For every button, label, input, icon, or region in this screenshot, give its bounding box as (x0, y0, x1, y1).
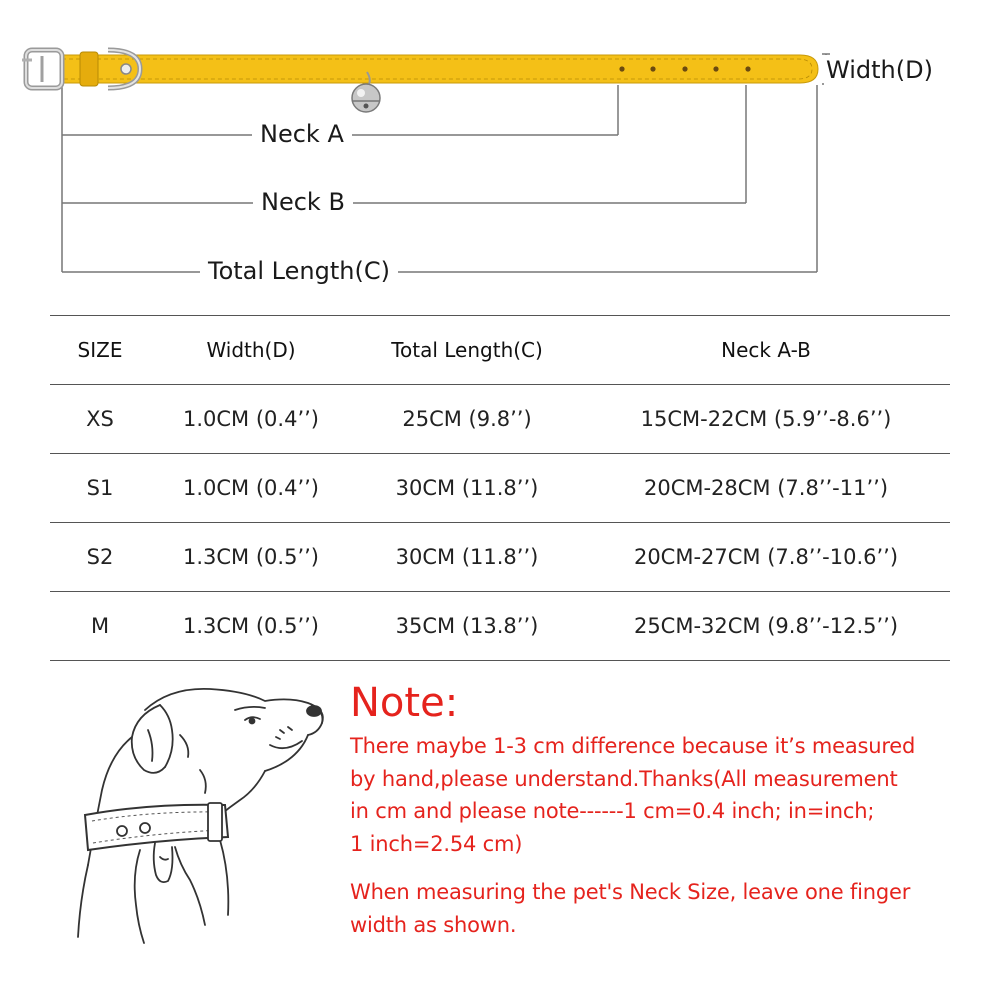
collar-on-dog (85, 803, 228, 850)
table-row (50, 523, 950, 592)
cell-width: 1.0CM (0.4’’) (150, 454, 352, 523)
header-neck-range: Neck A-B (582, 316, 950, 385)
cell-neck-range: 20CM-27CM (7.8’’-10.6’’) (582, 523, 950, 592)
tip-line: width as shown. (350, 912, 517, 937)
table-row (50, 385, 950, 454)
cell-neck-range: 15CM-22CM (5.9’’-8.6’’) (582, 385, 950, 454)
dog-sketch (40, 675, 340, 950)
cell-total-length: 25CM (9.8’’) (352, 385, 582, 454)
collar-keeper (80, 52, 98, 86)
neck-a-label: Neck A (252, 119, 352, 149)
cell-size: XS (50, 385, 150, 454)
header-size: SIZE (50, 316, 150, 385)
collar-illustration (0, 0, 1000, 300)
cell-total-length: 35CM (13.8’’) (352, 592, 582, 661)
neck-b-label: Neck B (253, 187, 353, 217)
cell-neck-range: 25CM-32CM (9.8’’-12.5’’) (582, 592, 950, 661)
cell-width: 1.3CM (0.5’’) (150, 523, 352, 592)
cell-width: 1.3CM (0.5’’) (150, 592, 352, 661)
finger-icon (135, 843, 205, 943)
table-header-row (50, 316, 950, 385)
note-block (350, 678, 970, 941)
dimension-lines (62, 54, 830, 272)
table-row (50, 592, 950, 661)
note-line: by hand,please understand.Thanks(All measurement (350, 766, 898, 791)
cell-size: S2 (50, 523, 150, 592)
header-total-length: Total Length(C) (352, 316, 582, 385)
table-row (50, 454, 950, 523)
cell-size: M (50, 592, 150, 661)
collar-diagram (0, 0, 1000, 300)
note-line: There maybe 1-3 cm difference because it’s measured (350, 734, 916, 758)
cell-neck-range: 20CM-28CM (7.8’’-11’’) (582, 454, 950, 523)
header-width: Width(D) (150, 316, 352, 385)
size-table (50, 315, 950, 661)
cell-width: 1.0CM (0.4’’) (150, 385, 352, 454)
measuring-tip (350, 876, 970, 941)
buckle-icon (22, 50, 62, 88)
note-line: 1 inch=2.54 cm) (350, 831, 523, 856)
tip-line: When measuring the pet's Neck Size, leave one finger (350, 880, 911, 904)
cell-size: S1 (50, 454, 150, 523)
cell-total-length: 30CM (11.8’’) (352, 523, 582, 592)
note-title: Note: (350, 680, 459, 726)
width-label: Width(D) (826, 56, 933, 84)
note-line: in cm and please note------1 cm=0.4 inch; in=inch; (350, 799, 875, 823)
cell-total-length: 30CM (11.8’’) (352, 454, 582, 523)
dog-with-collar-icon (40, 675, 340, 950)
total-length-label: Total Length(C) (200, 256, 398, 286)
